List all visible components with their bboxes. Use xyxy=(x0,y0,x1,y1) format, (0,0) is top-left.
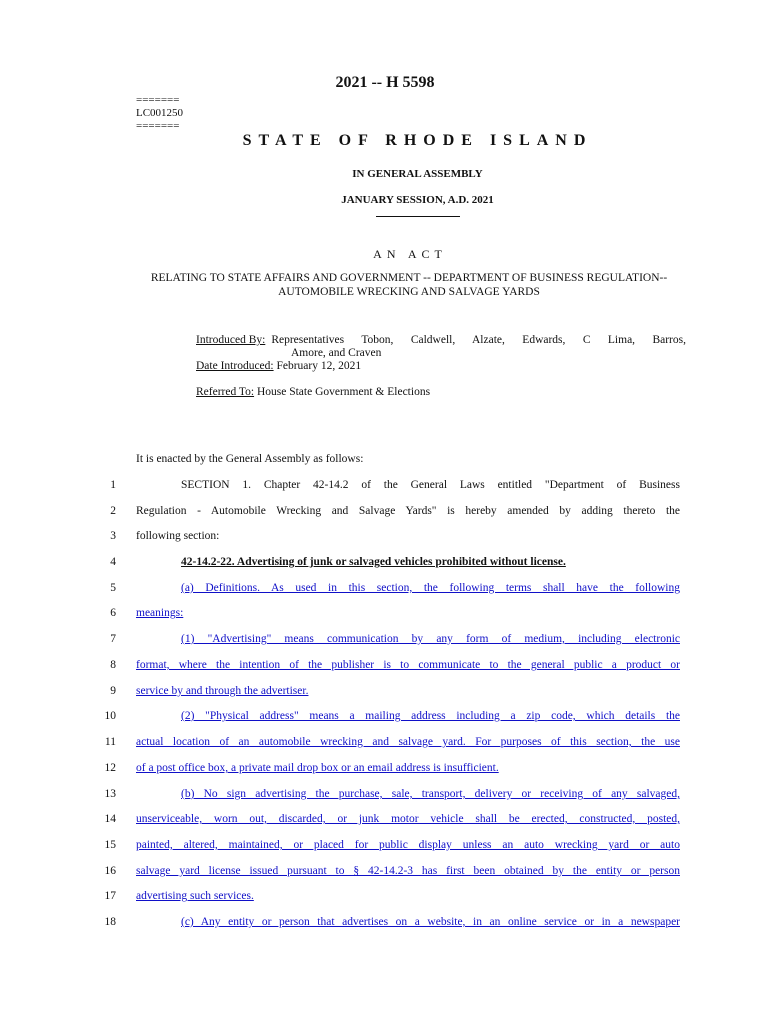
introduced-by-value-cont: Amore, and Craven xyxy=(291,347,382,359)
enacting-clause: It is enacted by the General Assembly as follows: xyxy=(136,453,364,465)
line-text: of a post office box, a private mail drop box or an email address is insufficient. xyxy=(136,762,499,774)
bill-line xyxy=(0,762,770,778)
bill-line xyxy=(0,736,770,752)
bill-line xyxy=(0,685,770,701)
assembly-heading: IN GENERAL ASSEMBLY xyxy=(352,168,483,180)
line-text: meanings: xyxy=(136,607,184,619)
bill-line xyxy=(0,633,770,649)
lc-rule-bottom: ======= xyxy=(136,120,180,132)
line-text: actual location of an automobile wrecking and salvage yard. For purposes of this section, the use xyxy=(136,736,680,748)
line-number: 9 xyxy=(110,685,116,697)
referred-to-value: House State Government & Elections xyxy=(256,386,431,398)
line-number: 1 xyxy=(110,479,116,491)
line-text: Regulation - Automobile Wrecking and Salvage Yards" is hereby amended by adding thereto the xyxy=(136,505,680,517)
lc-rule-top: ======= xyxy=(136,94,180,106)
line-text: format, where the intention of the publisher is to communicate to the general public a product or xyxy=(136,659,680,671)
line-text: (2) "Physical address" means a mailing address including a zip code, which details the xyxy=(181,710,680,722)
line-text: SECTION 1. Chapter 42-14.2 of the General Laws entitled "Department of Business xyxy=(181,479,680,491)
line-number: 18 xyxy=(104,916,116,928)
introduced-by-value: Representatives Tobon, Caldwell, Alzate, Edwards, C Lima, Barros, xyxy=(271,334,686,346)
line-number: 6 xyxy=(110,607,116,619)
line-text: (c) Any entity or person that advertises on a website, in an online service or in a newspaper xyxy=(181,916,680,928)
line-text: service by and through the advertiser. xyxy=(136,685,309,697)
act-label: AN ACT xyxy=(373,247,447,261)
line-number: 16 xyxy=(104,865,116,877)
line-number: 5 xyxy=(110,582,116,594)
bill-line xyxy=(0,479,770,495)
bill-line xyxy=(0,505,770,521)
bill-line xyxy=(0,659,770,675)
line-number: 12 xyxy=(104,762,116,774)
line-text: advertising such services. xyxy=(136,890,254,902)
section-heading: 42-14.2-22. Advertising of junk or salvaged vehicles prohibited without license. xyxy=(181,556,566,568)
bill-line xyxy=(0,865,770,881)
line-number: 2 xyxy=(110,505,116,517)
bill-line xyxy=(0,582,770,598)
line-number: 15 xyxy=(104,839,116,851)
bill-line xyxy=(0,813,770,829)
line-number: 10 xyxy=(104,710,116,722)
bill-line xyxy=(0,839,770,855)
referred-to-label: Referred To: xyxy=(196,386,255,398)
session-heading: JANUARY SESSION, A.D. 2021 xyxy=(341,194,494,206)
bill-line xyxy=(0,788,770,804)
bill-line xyxy=(0,916,770,932)
line-text: (a) Definitions. As used in this section, the following terms shall have the following xyxy=(181,582,680,594)
line-number: 17 xyxy=(104,890,116,902)
line-text: following section: xyxy=(136,530,220,542)
line-text: unserviceable, worn out, discarded, or junk motor vehicle shall be erected, constructed, posted, xyxy=(136,813,680,825)
session-divider xyxy=(376,216,460,217)
bill-line xyxy=(0,530,770,546)
bill-line xyxy=(0,556,770,572)
line-number: 13 xyxy=(104,788,116,800)
relating-title: RELATING TO STATE AFFAIRS AND GOVERNMENT -- DEPARTMENT OF BUSINESS REGULATION--AUTOMOBILE WRECKING AND SALVAGE YARDS xyxy=(150,272,668,298)
bill-line xyxy=(0,607,770,623)
line-number: 11 xyxy=(104,736,116,748)
date-introduced-label: Date Introduced: xyxy=(196,360,274,372)
line-text: painted, altered, maintained, or placed for public display unless an auto wrecking yard or auto xyxy=(136,839,680,851)
bill-line xyxy=(0,710,770,726)
date-introduced-row xyxy=(196,360,686,373)
introduction-block xyxy=(196,334,686,399)
line-number: 3 xyxy=(110,530,116,542)
line-number: 14 xyxy=(104,813,116,825)
referred-to-row xyxy=(196,386,686,399)
date-introduced-value: February 12, 2021 xyxy=(276,360,362,372)
lc-block xyxy=(136,94,183,133)
state-heading: STATE OF RHODE ISLAND xyxy=(242,132,593,149)
line-number: 4 xyxy=(110,556,116,568)
introduced-by-label: Introduced By: xyxy=(196,334,266,346)
introduced-by-row xyxy=(196,334,686,347)
line-text: salvage yard license issued pursuant to § 42-14.2-3 has first been obtained by the entity or person xyxy=(136,865,680,877)
line-text: (b) No sign advertising the purchase, sale, transport, delivery or receiving of any salvaged, xyxy=(181,788,680,800)
bill-number: 2021 -- H 5598 xyxy=(335,74,435,91)
line-text: (1) "Advertising" means communication by any form of medium, including electronic xyxy=(181,633,680,645)
line-number: 7 xyxy=(110,633,116,645)
line-number: 8 xyxy=(110,659,116,671)
bill-line xyxy=(0,890,770,906)
lc-number: LC001250 xyxy=(136,107,184,119)
